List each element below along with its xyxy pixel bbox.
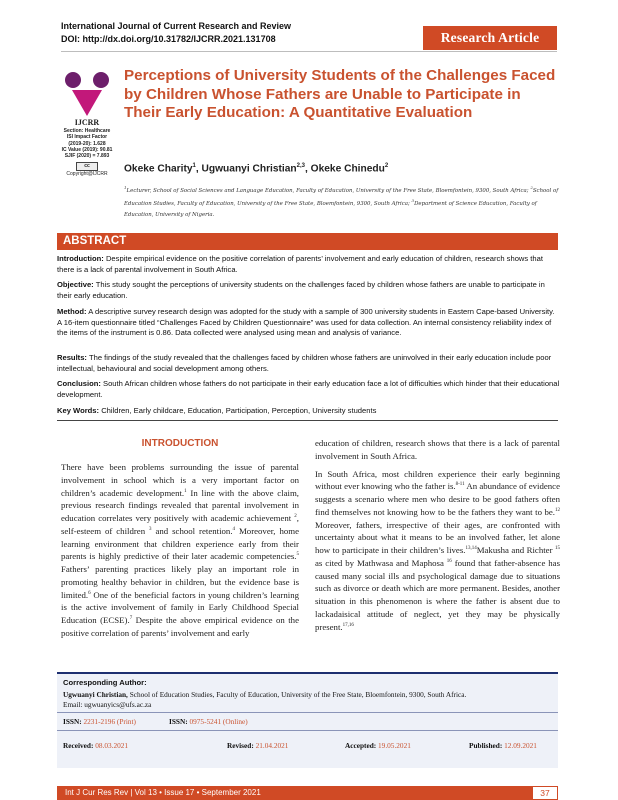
abstract-objective xyxy=(57,280,560,301)
author-name: Okeke Chinedu xyxy=(310,163,385,175)
corresponding-author-address: School of Education Studies, Faculty of Education, University of the Free State, Bloemfontein, 9300, South Africa. xyxy=(127,690,467,699)
page-footer xyxy=(57,786,558,800)
page-number-box xyxy=(532,786,558,800)
abstract-label: Conclusion: xyxy=(57,379,101,388)
abstract-heading: ABSTRACT xyxy=(63,235,127,247)
divider xyxy=(57,730,558,731)
affiliation-3: Department of Science Education, Faculty of Education, University of Nigeria. xyxy=(124,201,537,218)
abstract-text: Children, Early childcare, Education, Participation, Perception, University students xyxy=(101,406,377,415)
isi-impact-label: ISI Impact Factor xyxy=(66,134,108,141)
creative-commons-icon: cc xyxy=(76,162,98,171)
author-affiliation-mark: 2,3 xyxy=(296,163,305,169)
abstract-text: Despite empirical evidence on the positive correlation of parents’ involvement and early education of children, research shows that there is a lack of parental involvement in South Africa. xyxy=(57,254,543,274)
paragraph: In South Africa, most children experience their early beginning without ever knowing who the father is.$^{8-11}$ An abundance of evidence suggests a scenario where men who desire to be good fathers often find themselves not knowing how to be the fathers they want to be.$^{12}$ Moreover, fathers, irrespective of their ages, are confronted with uncertainty about what it means to be an involved father, let alone how to participate in their children’s lives.$^{13,14}$Makusha and Richter $^{15}$ as cited by Mathwasa and Maphosa $^{16}$ found that father-absence has caused many social ills and psychological damage due to situations such as divorce or death which are more permanent. Besides, another situation in this phenomenon is where the father is absent due to lackadaisical attitude of neglect, yet they may be physically present.$^{17,16}$ xyxy=(315,468,560,632)
header-divider xyxy=(61,51,557,52)
divider xyxy=(57,712,558,713)
corresponding-author-heading: Corresponding Author: xyxy=(63,678,147,687)
abstract-label: Method: xyxy=(57,307,87,316)
introduction-right-column xyxy=(315,437,560,638)
affiliation-1: Lecturer, School of Social Sciences and Language Education, Faculty of Education, University of the Free State, Bloemfontein, 9300, South Africa; xyxy=(126,187,529,194)
paragraph: There have been problems surrounding the issue of parental involvement in school which is a very important factor on children’s academic development.$^1$ In line with the above claim, previous research findings revealed that parental involvement in education correlates very positively with academic achievement $^2$, self-esteem of children $^3$ and school retention.$^4$ Moreover, home learning environment that children experience early from their parents is highly predictive of their later academic competencies.$^5$ Fathers’ parenting practices likely play an important role in promoting healthy behavior in children, but the evidence base is limited.$^6$ One of the beneficial factors in young children’s learning is the active involvement of family in Early Childhood Special Education (ECSE).$^7$ Despite the above empirical evidence on the positive correlation of parents’ involvement and early xyxy=(61,462,300,638)
ic-value: IC Value (2019): 90.81 xyxy=(61,146,113,153)
abstract-label: Key Words: xyxy=(57,406,100,415)
abstract-heading-bar xyxy=(57,233,558,250)
article-title: Perceptions of University Students of the Challenges Faced by Children Whose Fathers are Unable to Participate in Their Early Education: A Quantitative Evaluation xyxy=(124,67,556,121)
corresponding-author-details xyxy=(63,690,553,700)
accepted-date: Accepted: 19.05.2021 xyxy=(345,741,411,750)
abstract-keywords xyxy=(57,406,560,417)
corresponding-author-email[interactable]: Email: ugwuanyics@ufs.ac.za xyxy=(63,700,152,709)
introduction-heading: INTRODUCTION xyxy=(141,438,219,449)
abstract-text: South African children whose fathers do not participate in their early education face a lot of difficulties which hinder that their educational development. xyxy=(57,379,560,399)
revised-date: Revised: 21.04.2021 xyxy=(227,741,289,750)
author-affiliation-mark: 2 xyxy=(384,163,389,169)
author-name: Ugwuanyi Christian xyxy=(201,163,297,175)
journal-name: International Journal of Current Research and Review xyxy=(61,21,292,31)
abstract-text: This study sought the perceptions of university students on the challenges faced by children whose fathers are unable to participate in their early education. xyxy=(57,280,545,300)
issn-online: ISSN: 0975-5241 (Online) xyxy=(169,717,248,726)
journal-section: Section: Healthcare xyxy=(63,128,111,134)
sjif-value: SJIF (2020) = 7.893 xyxy=(64,153,110,160)
published-date: Published: 12.09.2021 xyxy=(469,741,537,750)
copyright-text: Copyright@IJCRR xyxy=(66,171,108,178)
introduction-left-column xyxy=(61,461,299,645)
journal-logo-icon xyxy=(62,70,112,118)
abstract-text: The findings of the study revealed that the challenges faced by children whose fathers are uninvolved in their early education include poor intellectual, behavioural and social development among others. xyxy=(57,353,552,373)
author-name: Okeke Charity xyxy=(124,163,193,175)
logo-text: IJCRR xyxy=(74,118,100,127)
isi-impact-value: (2019-20): 1.628 xyxy=(68,140,106,147)
author-affiliations: $^1$Lecturer, School of Social Sciences and Language Education, Faculty of Education, University of the Free State, Bloemfontein, 9300, South Africa; $^2$School of Education Studies, Faculty of Education, University of the Free State, Bloemfontein, 9300, South Africa; $^3$Department of Science Education, Faculty of Education, University of Nigeria. xyxy=(124,185,559,218)
paragraph: education of children, research shows that there is a lack of parental involvement in South Africa. xyxy=(315,438,560,461)
research-article-badge: Research Article xyxy=(423,26,557,50)
abstract-method xyxy=(57,307,560,339)
abstract-conclusion xyxy=(57,379,560,400)
page-number: 37 xyxy=(540,788,550,798)
corresponding-author-box xyxy=(57,672,558,768)
author-affiliation-mark: 1 xyxy=(192,163,196,169)
journal-metrics xyxy=(52,118,122,178)
author-list: Okeke Charity$^1$, Ugwuanyi Christian$^{2,3}$, Okeke Chinedu$^2$ xyxy=(124,163,389,175)
abstract-divider xyxy=(57,420,558,421)
received-date: Received: 08.03.2021 xyxy=(63,741,129,750)
footer-citation: Int J Cur Res Rev | Vol 13 • Issue 17 • September 2021 xyxy=(65,788,261,797)
abstract-label: Introduction: xyxy=(57,254,104,263)
abstract-introduction xyxy=(57,254,560,275)
doi-link[interactable]: DOI: http://dx.doi.org/10.31782/IJCRR.2021.131708 xyxy=(61,34,276,44)
abstract-label: Objective: xyxy=(57,280,94,289)
affiliation-2: School of Education Studies, Faculty of Education, University of the Free State, Bloemfontein, 9300, South Africa; xyxy=(124,187,559,208)
corresponding-author-name: Ugwuanyi Christian, xyxy=(63,690,128,699)
issn-print: ISSN: 2231-2196 (Print) xyxy=(63,717,136,726)
abstract-label: Results: xyxy=(57,353,87,362)
abstract-text: A descriptive survey research design was adopted for the study with a sample of 300 university students in Eastern Cape-based University. A 16-item questionnaire titled “Challenges Faced by Children Questionnaire” was used for data collection. An internal consistency reliability index of the items of the instrument is 0.86. Data collected were analysed using mean and analysis of variance. xyxy=(57,307,555,337)
abstract-results xyxy=(57,353,560,374)
